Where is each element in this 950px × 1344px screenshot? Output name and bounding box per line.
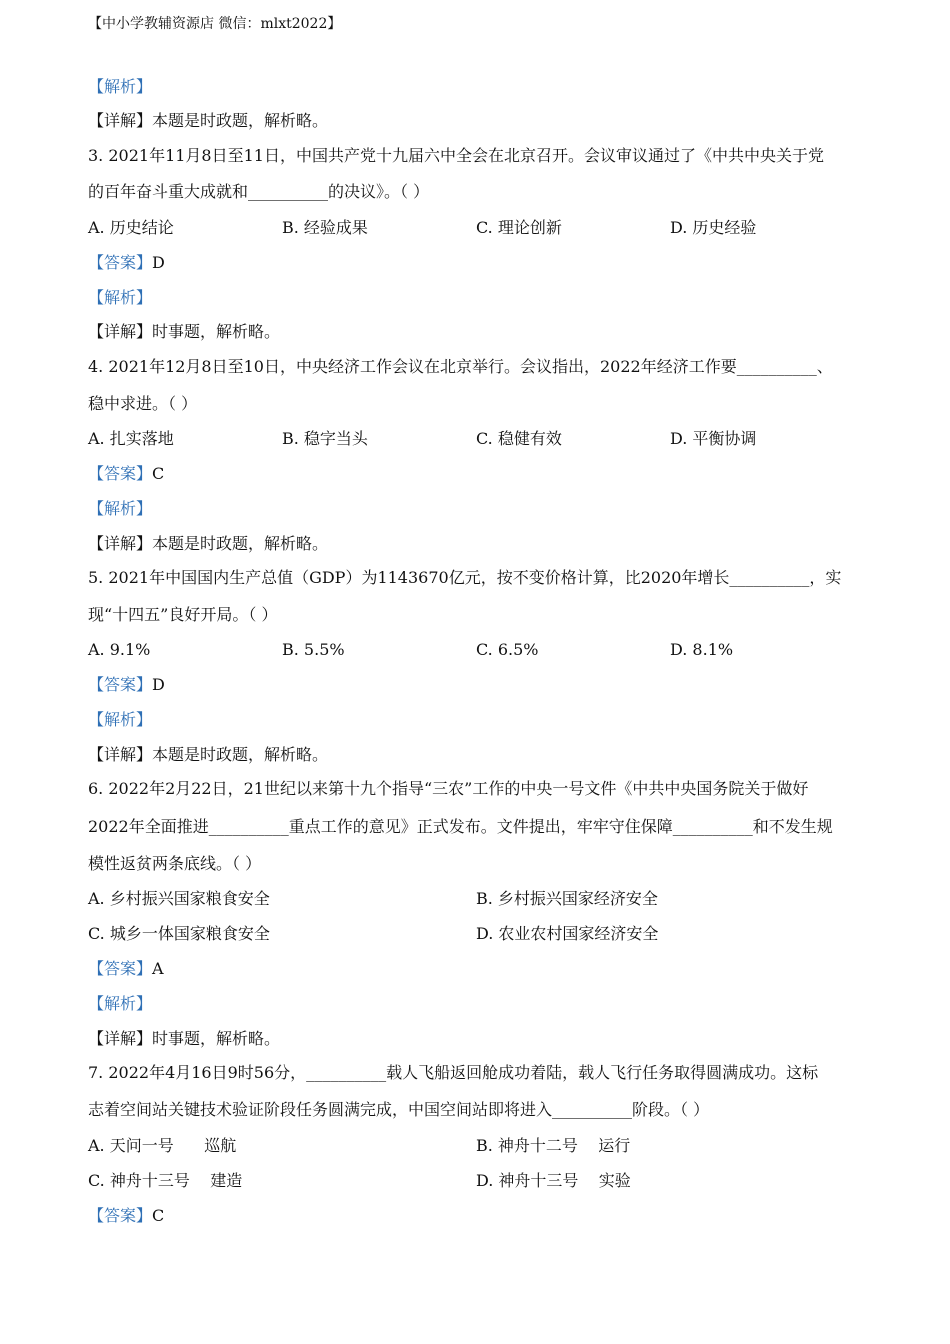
analysis-label: 【解析】 <box>88 499 153 518</box>
q5-answer-line <box>88 675 165 695</box>
analysis-label: 【解析】 <box>88 77 153 96</box>
question-6-line-1: 6. 2022年2月22日，21世纪以来第十九个指导“三农”工作的中央一号文件《中共中央国务院关于做好 <box>88 779 809 798</box>
q7-answer-line <box>88 1206 164 1226</box>
question-5-line-1: 5. 2021年中国国内生产总值（GDP）为1143670亿元，按不变价格计算，比2020年增长__________，实 <box>88 568 842 587</box>
answer-value: A <box>152 959 164 978</box>
answer-label: 【答案】 <box>88 253 153 272</box>
q6-option-d: D. 农业农村国家经济安全 <box>476 924 659 943</box>
q5-option-b: B. 5.5% <box>282 640 345 659</box>
q4-option-d: D. 平衡协调 <box>670 429 757 448</box>
detail-text: 时事题，解析略。 <box>152 1029 281 1048</box>
q7-option-b: B. 神舟十二号 运行 <box>476 1136 631 1155</box>
q4-option-c: C. 稳健有效 <box>476 429 562 448</box>
answer-value: C <box>152 464 165 483</box>
q7-option-d: D. 神舟十三号 实验 <box>476 1171 631 1190</box>
detail-label: 【详解】 <box>88 534 153 553</box>
detail-label: 【详解】 <box>88 745 153 764</box>
question-3-line-1: 3. 2021年11月8日至11日，中国共产党十九届六中全会在北京召开。会议审议通过了《中共中央关于党 <box>88 146 824 165</box>
q3-answer-line <box>88 253 165 273</box>
q6-detail-line <box>88 1029 280 1049</box>
answer-value: C <box>152 1206 165 1225</box>
detail-label: 【详解】 <box>88 1029 153 1048</box>
answer-value: D <box>152 253 165 272</box>
page-header: 【中小学教辅资源店 微信：mlxt2022】 <box>88 16 342 32</box>
q5-option-c: C. 6.5% <box>476 640 539 659</box>
question-4-line-1: 4. 2021年12月8日至10日，中央经济工作会议在北京举行。会议指出，2022年经济工作要__________、 <box>88 357 833 376</box>
q4-option-b: B. 稳字当头 <box>282 429 368 448</box>
question-3-line-2: 的百年奋斗重大成就和__________的决议》。（ ） <box>88 182 430 201</box>
q7-option-c: C. 神舟十三号 建造 <box>88 1171 243 1190</box>
detail-label: 【详解】 <box>88 322 153 341</box>
detail-text: 本题是时政题，解析略。 <box>152 745 329 764</box>
question-6-line-3: 模性返贫两条底线。（ ） <box>88 854 262 873</box>
q6-option-c: C. 城乡一体国家粮食安全 <box>88 924 270 943</box>
detail-text: 本题是时政题，解析略。 <box>152 111 329 130</box>
detail-text: 时事题，解析略。 <box>152 322 281 341</box>
q5-detail-line <box>88 745 328 765</box>
analysis-label: 【解析】 <box>88 994 153 1013</box>
q4-answer-line <box>88 464 164 484</box>
answer-label: 【答案】 <box>88 1206 153 1225</box>
answer-label: 【答案】 <box>88 675 153 694</box>
q4-detail-line <box>88 534 328 554</box>
detail-label: 【详解】 <box>88 111 153 130</box>
q3-option-d: D. 历史经验 <box>670 218 757 237</box>
q6-answer-line <box>88 959 164 979</box>
q3-option-a: A. 历史结论 <box>88 218 174 237</box>
q7-option-a: A. 天问一号 巡航 <box>88 1136 237 1155</box>
question-7-line-1: 7. 2022年4月16日9时56分，__________载人飞船返回舱成功着陆，载人飞行任务取得圆满成功。这标 <box>88 1063 819 1082</box>
answer-label: 【答案】 <box>88 959 153 978</box>
detail-line <box>88 111 328 131</box>
analysis-label: 【解析】 <box>88 288 153 307</box>
q3-detail-line <box>88 322 280 342</box>
question-7-line-2: 志着空间站关键技术验证阶段任务圆满完成，中国空间站即将进入__________阶段。（ ） <box>88 1100 710 1119</box>
answer-value: D <box>152 675 165 694</box>
analysis-label: 【解析】 <box>88 710 153 729</box>
answer-label: 【答案】 <box>88 464 153 483</box>
question-4-line-2: 稳中求进。（ ） <box>88 394 198 413</box>
q3-option-b: B. 经验成果 <box>282 218 368 237</box>
q5-option-a: A. 9.1% <box>88 640 151 659</box>
q6-option-b: B. 乡村振兴国家经济安全 <box>476 889 658 908</box>
question-6-line-2: 2022年全面推进__________重点工作的意见》正式发布。文件提出，牢牢守住保障__________和不发生规 <box>88 817 833 836</box>
q3-option-c: C. 理论创新 <box>476 218 562 237</box>
q5-option-d: D. 8.1% <box>670 640 734 659</box>
q6-option-a: A. 乡村振兴国家粮食安全 <box>88 889 270 908</box>
question-5-line-2: 现“十四五”良好开局。（ ） <box>88 605 278 624</box>
detail-text: 本题是时政题，解析略。 <box>152 534 329 553</box>
q4-option-a: A. 扎实落地 <box>88 429 174 448</box>
